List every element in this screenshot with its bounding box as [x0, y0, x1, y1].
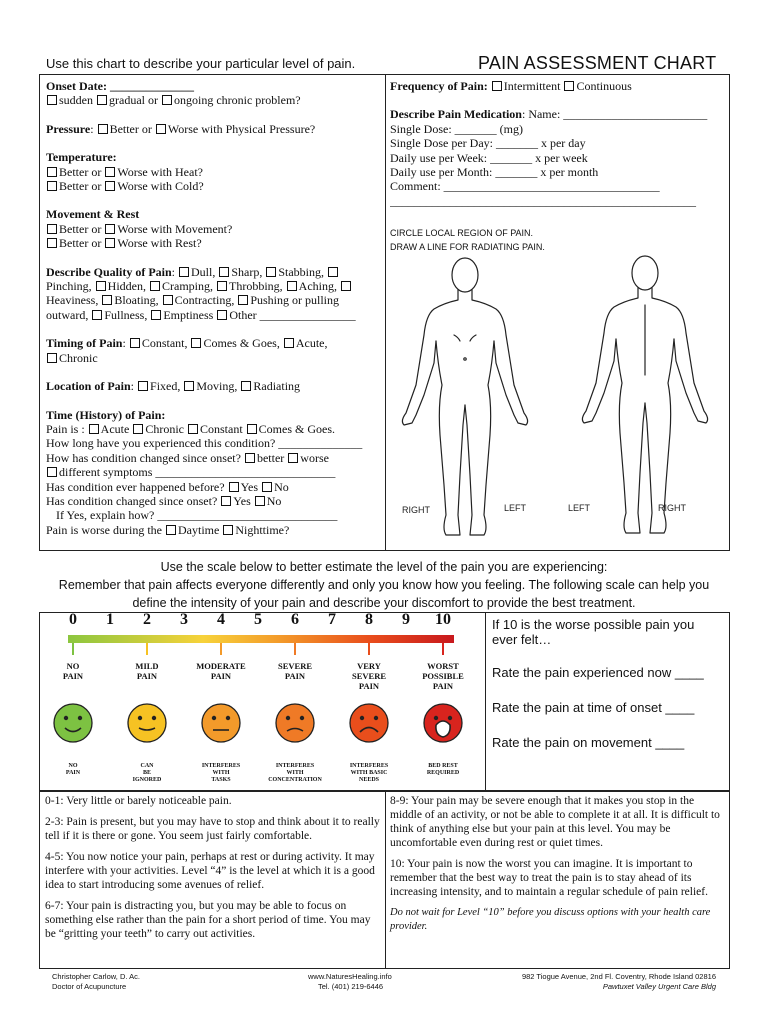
- temp-opt: Better or: [59, 179, 102, 194]
- medication-label: Describe Pain Medication: [390, 107, 522, 122]
- level-label: WORST POSSIBLE PAIN: [422, 661, 464, 691]
- checkbox[interactable]: [47, 224, 57, 234]
- history-opt: Acute: [100, 421, 130, 436]
- scale-tick: [72, 643, 74, 655]
- checkbox[interactable]: [47, 167, 57, 177]
- history-form: Onset Date: ______________ sudden gradual or ongoing chronic problem? Pressure: Better or Worse with Physical Pressure? Temperature: Better or Worse with Heat? Better or Worse with Cold? Movement & Rest Better or Worse with Movement? Better or Worse with Rest? Describe Quality of Pain: Dull, Sharp, Stabbing, Pinching, Hidden, Cramping, Throbbing, Aching, Heaviness, Bloating, Contracting, Pushing or pulling outward, Fullness, Emptiness Other ________________ Timing of Pain: Constant, Comes & Goes, Acute, Chronic Location of Pain: Fixed, Moving, Radiating Time (History) of Pain: Pain is : Acute Chronic Constant Comes & Goes. How long have you experienced this condition? ______________ How has condition changed since onset? better worse different symptoms ______________________________ Has condition ever happened before? Yes No Has condition changed since onset? Yes No If Yes, explain how? ______________________________ Pain is worse during the Daytime Nighttime?: [40, 75, 385, 541]
- scale-number[interactable]: 10: [435, 611, 451, 628]
- body-diagram[interactable]: [384, 245, 729, 550]
- checkbox[interactable]: [328, 267, 338, 277]
- quality-opt: Stabbing,: [278, 264, 325, 279]
- face-icon: [125, 701, 169, 745]
- onset-opt: ongoing chronic problem?: [173, 93, 301, 108]
- medication-section: [384, 74, 730, 551]
- checkbox[interactable]: [245, 453, 255, 463]
- level-description: NO PAIN: [65, 763, 81, 776]
- desc-6-7: 6-7: Your pain is distracting you, but you may be able to focus on something else rather than the pain for a short period of time. You may be “gritting your teeth” to carry out activities.: [45, 900, 371, 940]
- temp-opt: Better or: [59, 164, 102, 179]
- history-label: Time (History) of Pain:: [46, 407, 166, 422]
- scale-tick: [220, 643, 222, 655]
- scale-number[interactable]: 3: [180, 611, 188, 628]
- changed2-opt: No: [266, 493, 282, 508]
- quality-opt: Emptiness: [163, 307, 214, 322]
- face-icon: [347, 701, 391, 745]
- freq-opt: Continuous: [576, 79, 632, 93]
- checkbox[interactable]: [179, 267, 189, 277]
- scale-tick: [146, 643, 148, 655]
- level-description: INTERFERES WITH TASKS: [201, 763, 241, 783]
- checkbox[interactable]: [97, 95, 107, 105]
- changed2-opt: Yes: [233, 493, 251, 508]
- checkbox[interactable]: [47, 238, 57, 248]
- checkbox[interactable]: [102, 295, 112, 305]
- desc-4-5: 4-5: You now notice your pain, perhaps at rest or during activity. It may interfere with your activities. Level “4” is the level at which it is a good idea to start introducing some avenues of relief.: [45, 851, 375, 891]
- scale-number[interactable]: 7: [328, 611, 336, 628]
- circle-instruction: CIRCLE LOCAL REGION OF PAIN.: [390, 228, 534, 238]
- rate-onset-field[interactable]: Rate the pain at time of onset ____: [492, 700, 695, 715]
- scale-bar: [68, 635, 454, 643]
- scale-number[interactable]: 4: [217, 611, 225, 628]
- checkbox[interactable]: [564, 81, 574, 91]
- level-label: MODERATE PAIN: [196, 661, 246, 681]
- checkbox[interactable]: [156, 124, 166, 134]
- quality-opt: Other ________________: [229, 307, 356, 322]
- checkbox[interactable]: [221, 496, 231, 506]
- q-before: Has condition ever happened before?: [46, 479, 225, 494]
- level-description: INTERFERES WITH BASIC NEEDS: [349, 763, 389, 783]
- timing-opt: Acute,: [295, 336, 328, 351]
- body-label-right: RIGHT: [402, 505, 430, 515]
- q-worse: Pain is worse during the: [46, 522, 162, 537]
- history-opt: Chronic: [145, 421, 184, 436]
- single-dose-field[interactable]: Single Dose: _______ (mg): [390, 121, 523, 136]
- q-how-long: How long have you experienced this condition? ______________: [46, 436, 363, 451]
- worse-opt: Daytime: [178, 522, 220, 537]
- footer-bldg: Pawtuxet Valley Urgent Care Bldg: [602, 982, 716, 991]
- scale-tick: [294, 643, 296, 655]
- checkbox[interactable]: [151, 310, 161, 320]
- scale-number[interactable]: 6: [291, 611, 299, 628]
- quality-opt: Pushing or pulling outward,: [46, 293, 340, 322]
- checkbox[interactable]: [92, 310, 102, 320]
- quality-opt: Contracting,: [174, 293, 235, 308]
- checkbox[interactable]: [266, 267, 276, 277]
- quality-opt: Heaviness,: [46, 293, 99, 308]
- single-dose-day-field[interactable]: Single Dose per Day: _______ x per day: [390, 136, 586, 151]
- checkbox[interactable]: [98, 124, 108, 134]
- footer-doctor: [52, 972, 140, 992]
- quality-opt: Sharp,: [231, 264, 263, 279]
- checkbox[interactable]: [238, 295, 248, 305]
- q-different: different symptoms ______________________________: [59, 465, 336, 480]
- checkbox[interactable]: [105, 224, 115, 234]
- checkbox[interactable]: [287, 281, 297, 291]
- back-figure: [582, 256, 707, 533]
- movement-label: Movement & Rest: [46, 207, 140, 222]
- location-label: Location of Pain: [46, 379, 131, 394]
- before-opt: No: [274, 479, 289, 494]
- intro-text: Use this chart to describe your particular level of pain.: [46, 56, 356, 71]
- timing-opt: Constant,: [141, 336, 188, 351]
- daily-week-field[interactable]: Daily use per Week: _______ x per week: [390, 150, 588, 165]
- scale-numbers: [40, 613, 485, 637]
- checkbox[interactable]: [223, 525, 233, 535]
- body-label-right-back: RIGHT: [658, 503, 686, 513]
- scale-levels: [40, 659, 485, 791]
- daily-month-field[interactable]: Daily use per Month: _______ x per month: [390, 165, 599, 180]
- checkbox[interactable]: [47, 181, 57, 191]
- draw-instruction: DRAW A LINE FOR RADIATING PAIN.: [390, 242, 545, 252]
- checkbox[interactable]: [255, 496, 265, 506]
- move-opt: Better or: [59, 221, 102, 236]
- checkbox[interactable]: [288, 453, 298, 463]
- timing-opt: Chronic: [59, 350, 98, 365]
- front-figure: [402, 258, 527, 535]
- quality-opt: Throbbing,: [229, 279, 283, 294]
- level-label: VERY SEVERE PAIN: [351, 661, 386, 691]
- scale-intro-line: define the intensity of your pain and describe your discomfort to provide the best treatment.: [132, 596, 636, 610]
- onset-opt: sudden: [59, 93, 93, 108]
- scale-number[interactable]: 9: [402, 611, 410, 628]
- footer-address-line: 982 Tiogue Avenue, 2nd Fl. Coventry, Rhode Island 02816: [521, 972, 716, 981]
- level-label: NO PAIN: [62, 661, 84, 681]
- medication-name-field[interactable]: : Name: ________________________: [521, 107, 708, 122]
- checkbox[interactable]: [166, 525, 176, 535]
- temp-opt: Worse with Heat?: [117, 164, 203, 179]
- page-title: PAIN ASSESSMENT CHART: [478, 53, 717, 73]
- worse-opt: Nighttime?: [235, 522, 290, 537]
- q-changed: How has condition changed since onset?: [46, 450, 241, 465]
- scale-intro-line: Use the scale below to better estimate the level of the pain you are experiencing:: [160, 560, 608, 574]
- move-opt: Worse with Movement?: [117, 221, 233, 236]
- scale-number[interactable]: 8: [365, 611, 373, 628]
- description-left: [39, 790, 386, 969]
- level-description: BED REST REQUIRED: [426, 763, 460, 776]
- footer-name: Christopher Carlow, D. Ac.: [52, 972, 140, 981]
- checkbox[interactable]: [162, 95, 172, 105]
- history-opt: Comes & Goes.: [258, 421, 336, 436]
- checkbox[interactable]: [229, 482, 239, 492]
- checkbox[interactable]: [47, 353, 57, 363]
- frequency-label: Frequency of Pain:: [390, 79, 488, 93]
- pain-is-label: Pain is :: [46, 421, 85, 436]
- pressure-opt: Better or: [109, 121, 152, 136]
- quality-opt: Cramping,: [162, 279, 213, 294]
- pressure-opt: Worse with Physical Pressure?: [167, 121, 316, 136]
- quality-opt: Fullness,: [104, 307, 148, 322]
- checkbox[interactable]: [217, 281, 227, 291]
- level-description: INTERFERES WITH CONCENTRATION: [268, 763, 322, 783]
- quality-opt: Bloating,: [114, 293, 159, 308]
- scale-number[interactable]: 0: [69, 611, 77, 628]
- face-icon: [199, 701, 243, 745]
- scale-number[interactable]: 2: [143, 611, 151, 628]
- face-icon: [51, 701, 95, 745]
- checkbox[interactable]: [341, 281, 351, 291]
- rate-question: ever felt…: [492, 632, 552, 647]
- checkbox[interactable]: [89, 424, 99, 434]
- changed-opt: better: [256, 450, 285, 465]
- temp-opt: Worse with Cold?: [117, 179, 204, 194]
- checkbox[interactable]: [492, 81, 502, 91]
- level-description: CAN BE IGNORED: [132, 763, 162, 783]
- face-icon: [421, 701, 465, 745]
- onset-label: Onset Date: ______________: [46, 79, 194, 93]
- desc-note: Do not wait for Level “10” before you discuss options with your health care provider.: [390, 907, 711, 932]
- comment-field[interactable]: Comment: ____________________________________: [390, 179, 660, 194]
- checkbox[interactable]: [188, 424, 198, 434]
- quality-opt: Pinching,: [46, 279, 92, 294]
- changed-opt: worse: [300, 450, 329, 465]
- move-opt: Better or: [59, 236, 102, 251]
- checkbox[interactable]: [133, 424, 143, 434]
- desc-0-1: 0-1: Very little or barely noticeable pain.: [45, 795, 232, 807]
- quality-label: Describe Quality of Pain: [46, 264, 172, 279]
- scale-tick: [368, 643, 370, 655]
- checkbox[interactable]: [47, 467, 57, 477]
- pressure-label: Pressure: [46, 121, 91, 136]
- checkbox[interactable]: [241, 381, 251, 391]
- footer-web[interactable]: www.NaturesHealing.info: [308, 972, 392, 981]
- body-label-left: LEFT: [504, 503, 527, 513]
- checkbox[interactable]: [47, 95, 57, 105]
- level-label: SEVERE PAIN: [277, 661, 312, 681]
- checkbox[interactable]: [105, 238, 115, 248]
- footer-address: [486, 972, 716, 992]
- q-explain: If Yes, explain how? ______________________________: [56, 508, 338, 523]
- body-label-left-back: LEFT: [568, 503, 591, 513]
- rate-movement-field[interactable]: Rate the pain on movement ____: [492, 735, 685, 750]
- quality-opt: Dull,: [191, 264, 216, 279]
- desc-10: 10: Your pain is now the worst you can imagine. It is important to remember that the best way to treat the pain is to stay ahead of its increasing intensity, and to maintain a regular schedule of pain relief.: [390, 858, 708, 898]
- desc-8-9: 8-9: Your pain may be severe enough that it makes you stop in the middle of an activity, or not be able to complete it at all. It is difficult to think of anything else but your pain at this level. You may be uncomfortable even during rest or quiet times.: [390, 795, 720, 849]
- freq-opt: Intermittent: [503, 79, 561, 93]
- checkbox[interactable]: [105, 167, 115, 177]
- checkbox[interactable]: [96, 281, 106, 291]
- checkbox[interactable]: [219, 267, 229, 277]
- location-opt: Radiating: [253, 379, 301, 394]
- checkbox[interactable]: [184, 381, 194, 391]
- desc-2-3: 2-3: Pain is present, but you may have to stop and think about it to really tell if it is there or gone. You seem just fairly comfortable.: [45, 816, 380, 842]
- history-opt: Constant: [200, 421, 243, 436]
- checkbox[interactable]: [247, 424, 257, 434]
- location-opt: Moving,: [196, 379, 238, 394]
- footer-contact: [308, 972, 392, 992]
- onset-opt: gradual or: [109, 93, 158, 108]
- quality-opt: Aching,: [298, 279, 337, 294]
- rate-question: If 10 is the worse possible pain you: [492, 617, 695, 632]
- scale-number[interactable]: 1: [106, 611, 114, 628]
- checkbox[interactable]: [138, 381, 148, 391]
- level-label: MILD PAIN: [135, 661, 159, 681]
- comment-line[interactable]: ___________________________________________________: [390, 193, 696, 208]
- checkbox[interactable]: [284, 338, 294, 348]
- rate-section: [484, 612, 730, 792]
- temperature-label: Temperature:: [46, 150, 117, 165]
- face-icon: [273, 701, 317, 745]
- timing-opt: Comes & Goes,: [203, 336, 280, 351]
- rate-now-field[interactable]: Rate the pain experienced now ____: [492, 665, 704, 680]
- location-opt: Fixed,: [150, 379, 181, 394]
- checkbox[interactable]: [217, 310, 227, 320]
- scale-number[interactable]: 5: [254, 611, 262, 628]
- q-changed2: Has condition changed since onset?: [46, 493, 218, 508]
- checkbox[interactable]: [262, 482, 272, 492]
- scale-ticks: [40, 643, 485, 655]
- scale-intro-line: Remember that pain affects everyone differently and only you know how you feeling. The following scale can help you: [58, 578, 710, 592]
- quality-opt: Hidden,: [107, 279, 146, 294]
- checkbox[interactable]: [105, 181, 115, 191]
- checkbox[interactable]: [163, 295, 173, 305]
- footer-tel: Tel. (401) 219-6446: [318, 982, 384, 991]
- move-opt: Worse with Rest?: [117, 236, 202, 251]
- before-opt: Yes: [240, 479, 259, 494]
- timing-label: Timing of Pain: [46, 336, 123, 351]
- scale-intro: [0, 558, 768, 612]
- checkbox[interactable]: [130, 338, 140, 348]
- description-right: [384, 790, 730, 969]
- pain-scale: [39, 612, 486, 792]
- checkbox[interactable]: [191, 338, 201, 348]
- footer-role: Doctor of Acupuncture: [52, 982, 127, 991]
- scale-tick: [442, 643, 444, 655]
- checkbox[interactable]: [150, 281, 160, 291]
- history-section: [39, 74, 386, 551]
